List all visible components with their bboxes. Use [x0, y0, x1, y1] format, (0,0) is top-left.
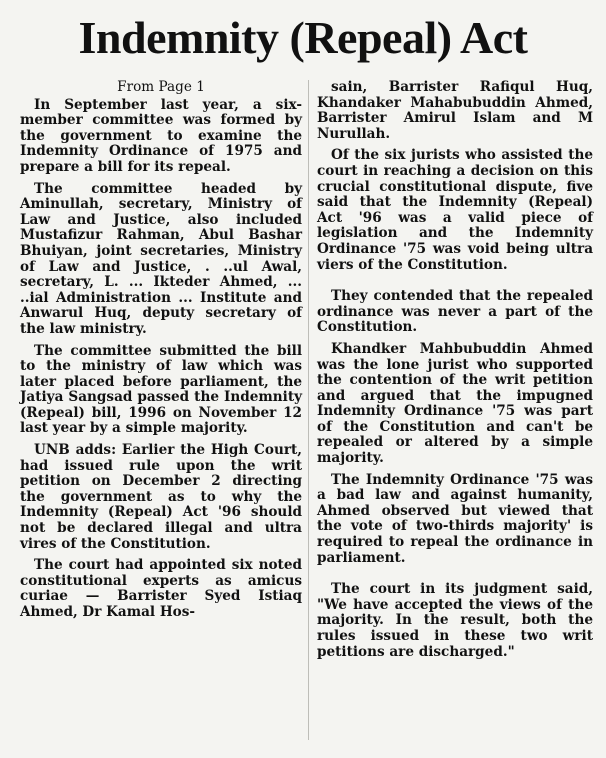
paragraph: The court in its judgment said, "We have accepted the views of the majority. In the result, both the rules issued in these two writ petitions are discharged."	[317, 581, 593, 660]
paragraph: Khandker Mahbubuddin Ahmed was the lone jurist who supported the contention of the writ petition and argued that the impugned Indemnity Ordinance '75 was part of the Constitution and can't be repealed or altered by a simple majority.	[317, 340, 593, 467]
paragraph: The committee headed by Aminullah, secretary, Ministry of Law and Justice, also included Mustafizur Rahman, Abul Bashar Bhuiyan, joint secretaries, Ministry of Law and Justice, . ..ul Awal, secretary, L. ... Ikteder Ahmed, ... ..ial Administration ... Institute and Anwarul Huq, deputy secretary of the law ministry.	[20, 180, 302, 337]
paragraph: They contended that the repealed ordinance was never a part of the Constitution.	[317, 288, 593, 336]
paragraph: The Indemnity Ordinance '75 was a bad law and against humanity, Ahmed observed but viewed that the vote of two-thirds majority' is required to repeal the ordinance in parliament.	[317, 471, 593, 566]
paragraph: The court had appointed six noted constitutional experts as amicus curiae — Barrister Syed Istiaq Ahmed, Dr Kamal Hos-	[20, 557, 302, 620]
paragraph: UNB adds: Earlier the High Court, had issued rule upon the writ petition on December 2 directing the government as to why the Indemnity (Repeal) Act '96 should not be declared illegal and ultra vires of the Constitution.	[20, 442, 302, 552]
left-column	[20, 80, 302, 627]
paragraph: Of the six jurists who assisted the court in reaching a decision on this crucial constitutional dispute, five said that the Indemnity (Repeal) Act '96 was a valid piece of legislation and the Indemnity Ordinance '75 was void being ultra viers of the Constitution.	[317, 147, 593, 273]
paragraph: In September last year, a six-member committee was formed by the government to examine the Indemnity Ordinance of 1975 and prepare a bill for its repeal.	[20, 96, 302, 175]
paragraph: The committee submitted the bill to the ministry of law which was later placed before parliament, the Jatiya Sangsad passed the Indemnity (Repeal) bill, 1996 on November 12 last year by a simple majority.	[20, 342, 302, 437]
headline: Indemnity (Repeal) Act	[78, 12, 528, 63]
column-divider	[308, 80, 309, 740]
continuation-kicker: From Page 1	[117, 79, 205, 95]
right-column	[317, 80, 593, 666]
paragraph: sain, Barrister Rafiqul Huq, Khandaker Mahabubuddin Ahmed, Barrister Amirul Islam and M Nurullah.	[317, 79, 593, 142]
